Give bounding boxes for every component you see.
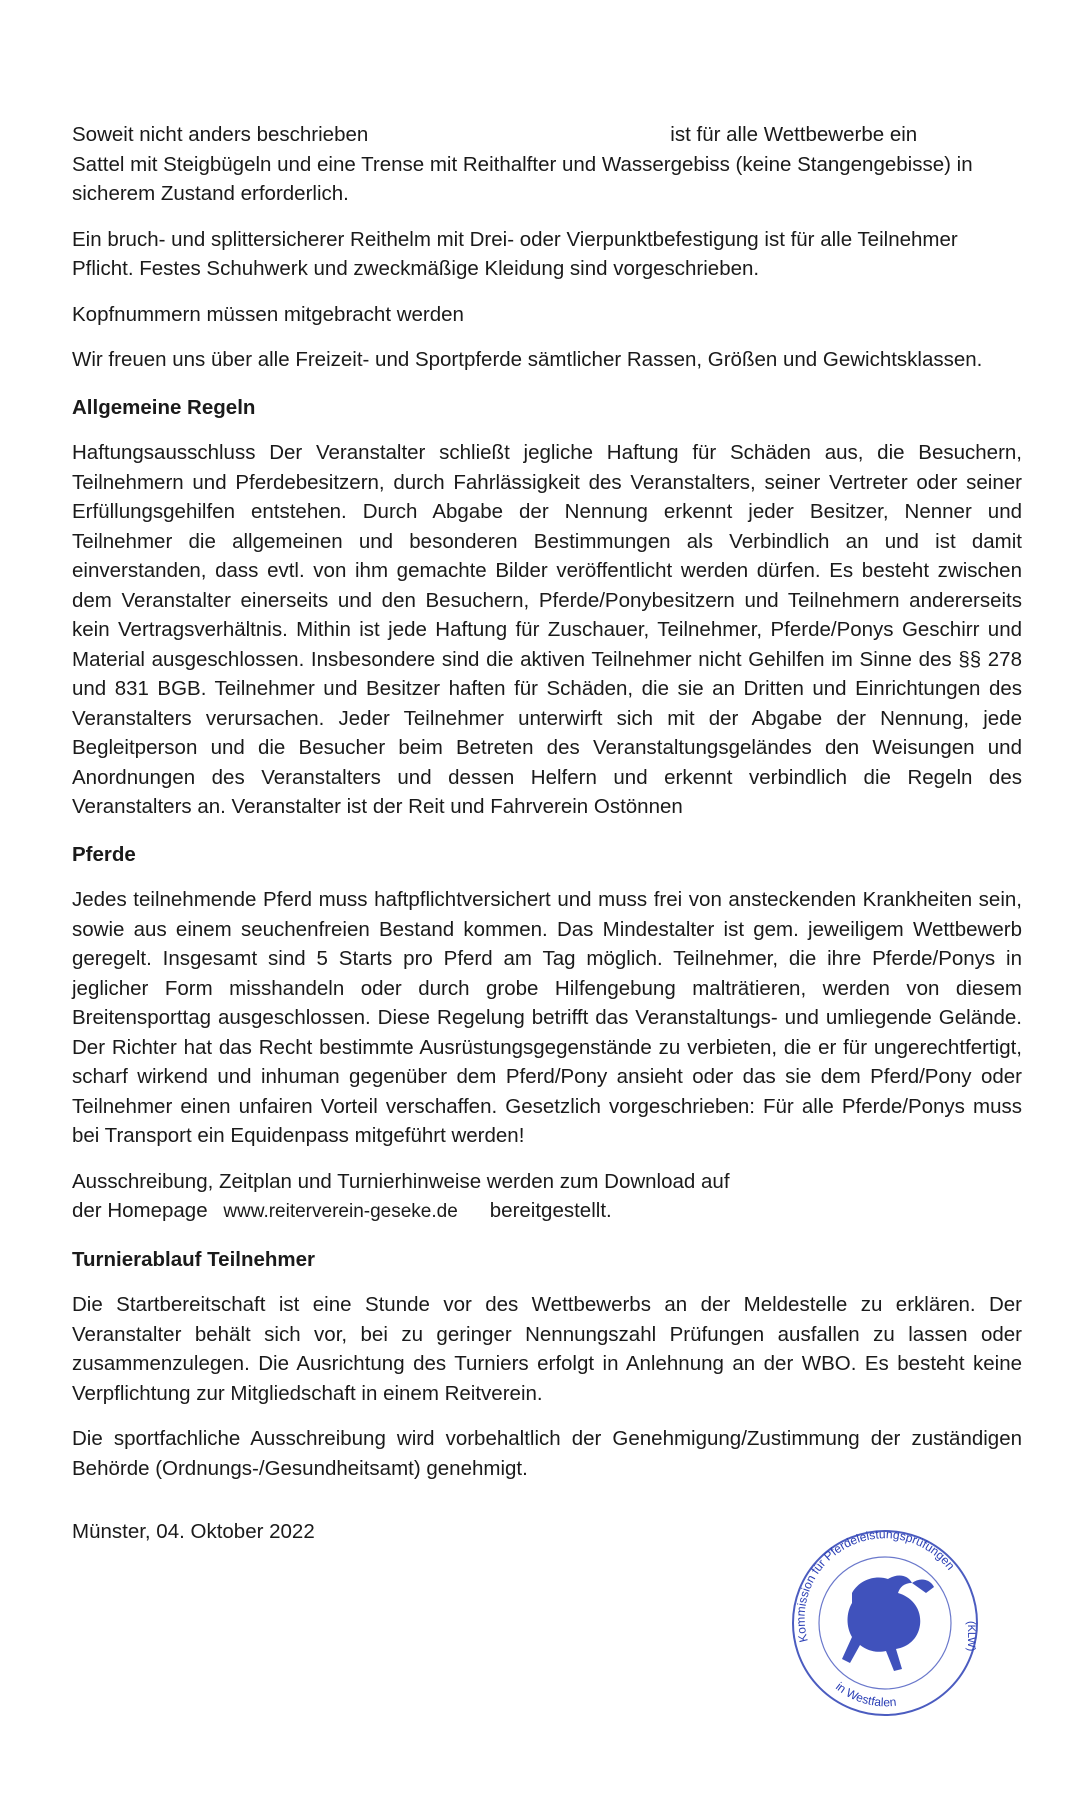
official-stamp bbox=[780, 1513, 990, 1723]
download-line-1: Ausschreibung, Zeitplan und Turnierhinweise werden zum Download auf bbox=[72, 1169, 730, 1193]
intro-paragraph-2: Ein bruch- und splittersicherer Reithelm mit Drei- oder Vierpunktbefestigung ist für alle Teilnehmer Pflicht. Festes Schuhwerk und zweckmäßige Kleidung sind vorgeschrieben. bbox=[72, 227, 958, 280]
intro-paragraph-3: Kopfnummern müssen mitgebracht werden bbox=[72, 302, 464, 326]
document-page bbox=[72, 120, 1022, 1547]
allgemeine-regeln-text: Haftungsausschluss Der Veranstalter schließt jegliche Haftung für Schäden aus, die Besuchern, Teilnehmern und Pferdebesitzern, durch Fahrlässigkeit des Veranstalters, seiner Vertreter oder seiner Erfüllungsgehilfen entstehen. Durch Abgabe der Nennung erkennt jeder Besitzer, Nenner und Teilnehmer die allgemeinen und besonderen Bestimmungen als Verbindlich an und ist damit einverstanden, dass evtl. von ihm gemachte Bilder veröffentlicht werden dürfen. Es besteht zwischen dem Veranstalter einerseits und den Besuchern, Pferde/Ponybesitzern und Teilnehmern andererseits kein Vertragsverhältnis. Mithin ist jede Haftung für Zuschauer, Teilnehmer, Pferde/Ponys Geschirr und Material ausgeschlossen. Insbesondere sind die aktiven Teilnehmer nicht Gehilfen im Sinne des §§ 278 und 831 BGB. Teilnehmer und Besitzer haften für Schäden, die sie an Dritten und Einrichtungen des Veranstalters verursachen. Jeder Teilnehmer unterwirft sich mit der Abgabe der Nennung, jede Begleitperson und die Besucher beim Betreten des Veranstaltungsgeländes den Weisungen und Anordnungen des Veranstalters und dessen Helfern und erkennt verbindlich die Regeln des Veranstalters an. Veranstalter ist der Reit und Fahrverein Ostönnen bbox=[72, 441, 1022, 818]
turnierablauf-text: Die Startbereitschaft ist eine Stunde vor des Wettbewerbs an der Meldestelle zu erklären. Der Veranstalter behält sich vor, bei zu geringer Nennungszahl Prüfungen ausfallen zu lassen oder zusammenzulegen. Die Ausrichtung des Turniers erfolgt in Anlehnung an der WBO. Es besteht keine Verpflichtung zur Mitgliedschaft in einem Reitverein. bbox=[72, 1293, 1022, 1405]
pferde-text: Jedes teilnehmende Pferd muss haftpflichtversichert und muss frei von ansteckenden Krankheiten sein, sowie aus einem seuchenfreien Bestand kommen. Das Mindestalter ist gem. jeweiligem Wettbewerb geregelt. Insgesamt sind 5 Starts pro Pferd am Tag möglich. Teilnehmer, die ihre Pferde/Ponys in jeglicher Form misshandeln oder durch grobe Hilfengebung malträtieren, werden von diesem Breitensporttag ausgeschlossen. Diese Regelung betrifft das Veranstaltungs- und umliegende Gelände. Der Richter hat das Recht bestimmte Ausrüstungsgegenstände zu verbieten, die er für ungerechtfertigt, scharf wirkend und inhuman gegenüber dem Pferd/Pony ansieht oder das sie dem Pferd/Pony oder Teilnehmer einen unfairen Vorteil verschaffen. Gesetzlich vorgeschrieben: Für alle Pferde/Ponys muss bei Transport ein Equidenpass mitgeführt werden! bbox=[72, 888, 1022, 1147]
intro-text-rest: Sattel mit Steigbügeln und eine Trense mit Reithalfter und Wassergebiss (keine Stangengebisse) in sicherem Zustand erforderlich. bbox=[72, 152, 973, 205]
download-paragraph bbox=[72, 1167, 1022, 1227]
intro-text-line1-end: ist für alle Wettbewerbe ein bbox=[670, 123, 918, 146]
heading-pferde: Pferde bbox=[72, 842, 136, 866]
genehmigung-text: Die sportfachliche Ausschreibung wird vorbehaltlich der Genehmigung/Zustimmung der zuständigen Behörde (Ordnungs-/Gesundheitsamt) genehmigt. bbox=[72, 1427, 1022, 1480]
date-location: Münster, 04. Oktober 2022 bbox=[72, 1520, 315, 1543]
stamp-text-right: (KLW) bbox=[965, 1621, 977, 1652]
intro-paragraph-4: Wir freuen uns über alle Freizeit- und Sportpferde sämtlicher Rassen, Größen und Gewichtsklassen. bbox=[72, 348, 983, 371]
stamp-text-top: Kommission für Pferdeleistungsprüfungen bbox=[793, 1527, 958, 1644]
intro-text-start: Soweit nicht anders beschrieben bbox=[72, 123, 369, 146]
intro-paragraph-1 bbox=[72, 120, 1022, 209]
stamp-text-bottom: in Westfalen bbox=[833, 1679, 897, 1710]
homepage-link[interactable]: www.reiterverein-geseke.de bbox=[223, 1201, 458, 1222]
download-suffix: bereitgestellt. bbox=[489, 1199, 612, 1222]
heading-allgemeine-regeln: Allgemeine Regeln bbox=[72, 395, 256, 419]
download-prefix: der Homepage bbox=[72, 1199, 208, 1222]
horse-icon bbox=[842, 1576, 934, 1671]
heading-turnierablauf: Turnierablauf Teilnehmer bbox=[72, 1247, 316, 1271]
